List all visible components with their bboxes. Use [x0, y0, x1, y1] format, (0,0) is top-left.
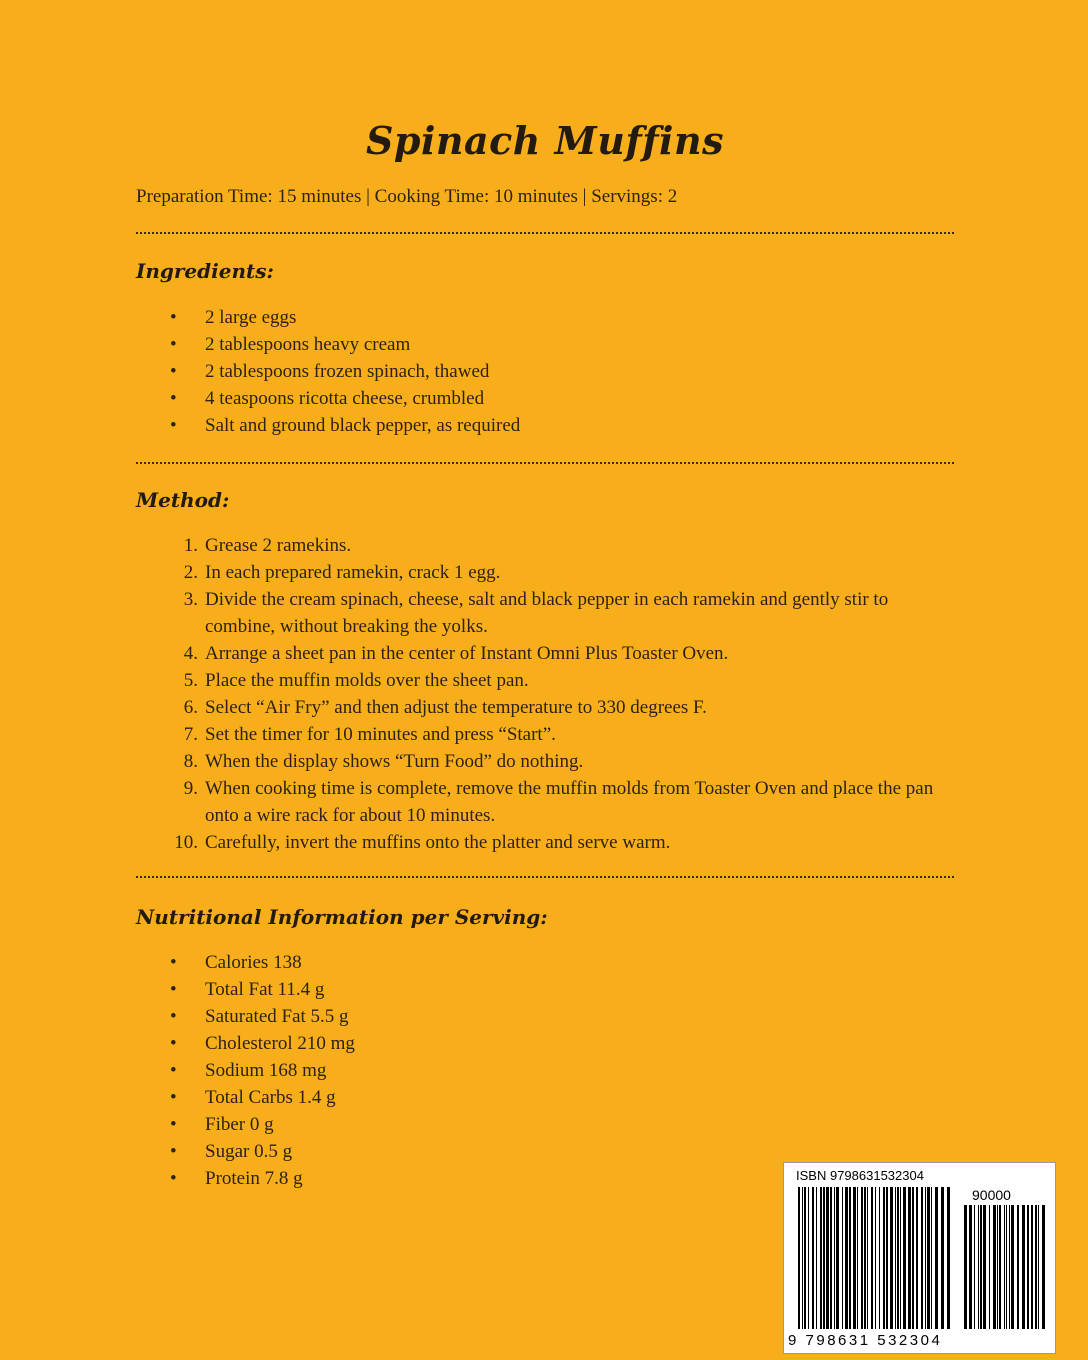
method-heading: Method:	[136, 488, 230, 512]
barcode-bar	[804, 1187, 806, 1329]
barcode-bar	[941, 1187, 944, 1329]
barcode-bar	[927, 1187, 930, 1329]
barcode-bar	[1022, 1205, 1025, 1329]
barcode-bar	[908, 1187, 911, 1329]
list-item: • 4 teaspoons ricotta cheese, crumbled	[170, 388, 485, 409]
barcode-bar	[974, 1205, 975, 1329]
barcode-bar	[842, 1187, 843, 1329]
barcode-bar	[912, 1187, 914, 1329]
barcode-bar	[1006, 1205, 1007, 1329]
barcode-bar	[798, 1187, 800, 1329]
barcode-bar	[886, 1187, 888, 1329]
list-item: • Total Fat 11.4 g	[170, 979, 325, 1000]
barcode-bar	[808, 1187, 809, 1329]
list-item: • Salt and ground black pepper, as required	[170, 415, 521, 436]
method-step: 10. Carefully, invert the muffins onto the platter and serve warm.	[174, 832, 671, 853]
recipe-page	[136, 0, 954, 1360]
barcode-bar	[969, 1205, 972, 1329]
barcode-bar	[875, 1187, 876, 1329]
barcode-bar	[816, 1187, 817, 1329]
barcode-bars	[798, 1187, 950, 1329]
method-step: 2. In each prepared ramekin, crack 1 egg.	[183, 562, 501, 583]
isbn-label: ISBN 9798631532304	[796, 1168, 924, 1183]
barcode-bar	[802, 1187, 803, 1329]
method-step: 7. Set the timer for 10 minutes and press “Start”.	[183, 724, 556, 745]
barcode-bar	[1031, 1205, 1033, 1329]
barcode-bar	[823, 1187, 825, 1329]
barcode-bar	[989, 1205, 990, 1329]
barcode-bar	[871, 1187, 873, 1329]
barcode-bar	[836, 1187, 839, 1329]
barcode-bar	[890, 1187, 893, 1329]
list-item: • Fiber 0 g	[170, 1114, 274, 1135]
method-list	[136, 532, 945, 856]
divider	[136, 876, 954, 878]
list-item: • Calories 138	[170, 952, 302, 973]
barcode-bar	[820, 1187, 822, 1329]
method-step: 1. Grease 2 ramekins.	[183, 535, 352, 556]
ingredients-list	[136, 304, 520, 439]
barcode-bar	[867, 1187, 868, 1329]
barcode-bar	[978, 1205, 979, 1329]
list-item: • 2 large eggs	[170, 307, 297, 328]
isbn-barcode	[783, 1162, 1056, 1354]
barcode-bar	[826, 1187, 829, 1329]
barcode-bar	[983, 1205, 986, 1329]
barcode-bar	[925, 1187, 926, 1329]
recipe-title: Spinach Muffins	[365, 118, 725, 163]
barcode-addon-bars	[964, 1205, 1046, 1329]
divider	[136, 462, 954, 464]
barcode-bar	[964, 1205, 967, 1329]
barcode-bar	[1004, 1205, 1005, 1329]
recipe-meta: Preparation Time: 15 minutes | Cooking Time: 10 minutes | Servings: 2	[136, 186, 678, 207]
barcode-bar	[857, 1187, 858, 1329]
method-step: 5. Place the muffin molds over the sheet pan.	[183, 670, 529, 691]
method-step: 6. Select “Air Fry” and then adjust the temperature to 330 degrees F.	[183, 697, 707, 718]
barcode-bar	[980, 1205, 982, 1329]
barcode-bar	[845, 1187, 848, 1329]
barcode-bar	[1035, 1205, 1037, 1329]
list-item: • 2 tablespoons heavy cream	[170, 334, 411, 355]
barcode-bar	[997, 1205, 998, 1329]
method-step: 9. When cooking time is complete, remove the muffin molds from Toaster Oven and place the pan onto a wire rack for about 10 minutes.	[183, 778, 934, 826]
barcode-bar	[812, 1187, 814, 1329]
list-item: • Cholesterol 210 mg	[170, 1033, 355, 1054]
method-step: 8. When the display shows “Turn Food” do nothing.	[183, 751, 584, 772]
barcode-bar	[861, 1187, 863, 1329]
barcode-bar	[1017, 1205, 1019, 1329]
barcode-bar	[830, 1187, 832, 1329]
list-item: • Protein 7.8 g	[170, 1168, 303, 1189]
list-item: • 2 tablespoons frozen spinach, thawed	[170, 361, 490, 382]
barcode-bar	[916, 1187, 918, 1329]
divider	[136, 232, 954, 234]
list-item: • Sugar 0.5 g	[170, 1141, 293, 1162]
barcode-bar	[849, 1187, 851, 1329]
barcode-bar	[931, 1187, 932, 1329]
barcode-bar	[903, 1187, 906, 1329]
list-item: • Saturated Fat 5.5 g	[170, 1006, 349, 1027]
nutrition-heading: Nutritional Information per Serving:	[136, 905, 548, 929]
barcode-bar	[883, 1187, 885, 1329]
barcode-bar	[1011, 1205, 1014, 1329]
method-step: 4. Arrange a sheet pan in the center of Instant Omni Plus Toaster Oven.	[183, 643, 729, 664]
barcode-addon-number: 90000	[972, 1187, 1011, 1203]
barcode-bar	[897, 1187, 899, 1329]
barcode-bar	[1009, 1205, 1010, 1329]
barcode-bar	[935, 1187, 938, 1329]
barcode-bar	[834, 1187, 835, 1329]
barcode-bar	[999, 1205, 1001, 1329]
nutrition-list	[136, 949, 355, 1192]
barcode-bar	[879, 1187, 880, 1329]
barcode-bar	[1027, 1205, 1029, 1329]
barcode-bar	[853, 1187, 856, 1329]
list-item: • Total Carbs 1.4 g	[170, 1087, 336, 1108]
barcode-bar	[864, 1187, 866, 1329]
barcode-digits: 9 798631 532304	[788, 1332, 943, 1349]
barcode-bar	[947, 1187, 950, 1329]
barcode-bar	[993, 1205, 996, 1329]
ingredients-heading: Ingredients:	[136, 259, 274, 283]
barcode-bar	[1038, 1205, 1039, 1329]
barcode-bar	[900, 1187, 901, 1329]
barcode-bar	[895, 1187, 896, 1329]
list-item: • Sodium 168 mg	[170, 1060, 327, 1081]
barcode-bar	[1042, 1205, 1045, 1329]
barcode-bar	[921, 1187, 923, 1329]
method-step: 3. Divide the cream spinach, cheese, salt and black pepper in each ramekin and gently stir to combine, without breaking the yolks.	[183, 589, 889, 637]
